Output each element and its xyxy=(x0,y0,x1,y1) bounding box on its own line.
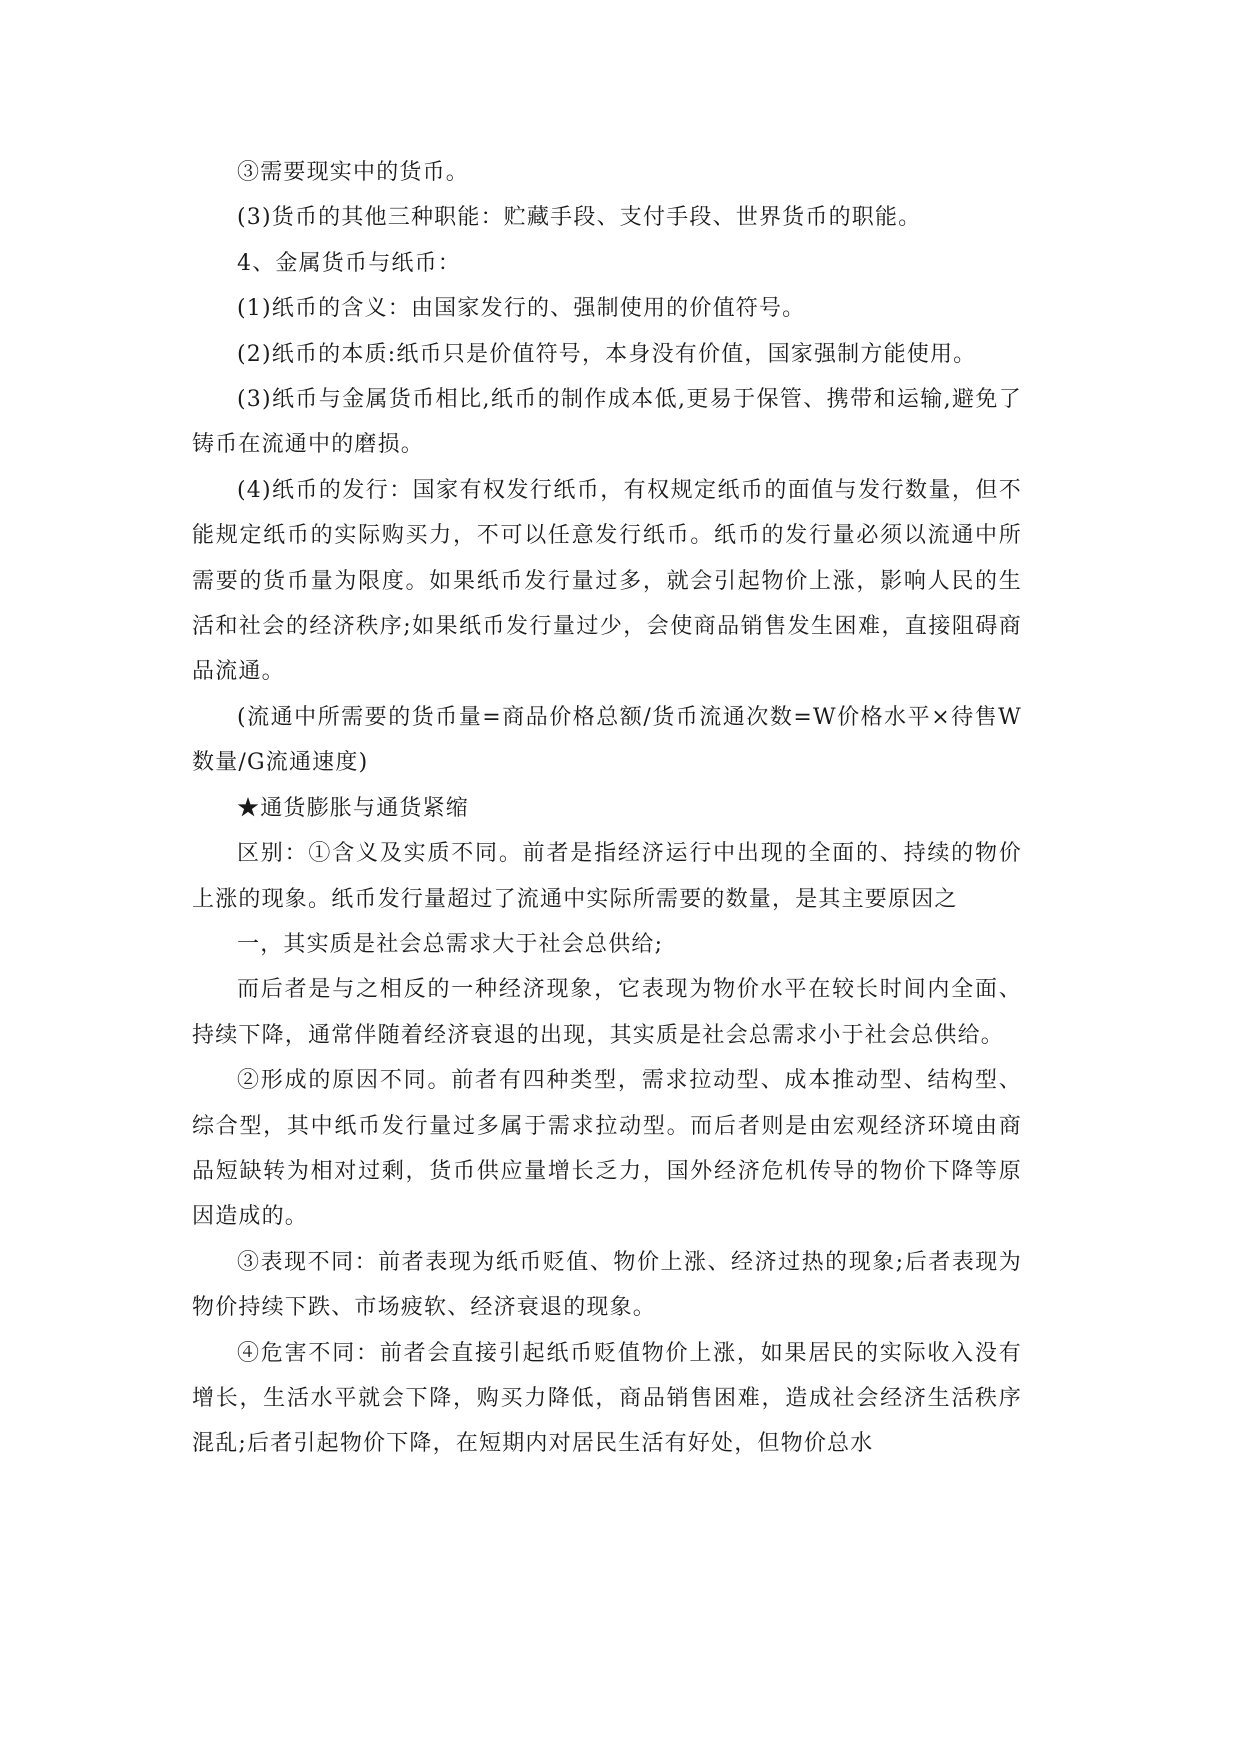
paragraph-10: 区别：①含义及实质不同。前者是指经济运行中出现的全面的、持续的物价上涨的现象。纸币发行量超过了流通中实际所需要的数量，是其主要原因之 xyxy=(192,841,1022,912)
paragraph-5: (2)纸币的本质:纸币只是价值符号，本身没有价值，国家强制方能使用。 xyxy=(237,341,977,367)
paragraph-2: (3)货币的其他三种职能：贮藏手段、支付手段、世界货币的职能。 xyxy=(237,205,922,231)
paragraph-14: ③表现不同：前者表现为纸币贬值、物价上涨、经济过热的现象;后者表现为物价持续下跌、市场疲软、经济衰退的现象。 xyxy=(192,1249,1022,1321)
paragraph-11: 一，其实质是社会总需求大于社会总供给; xyxy=(237,931,664,957)
paragraph-8: (流通中所需要的货币量=商品价格总额/货币流通次数=W价格水平×待售W数量/G流通速度) xyxy=(192,704,1022,776)
paragraph-13: ②形成的原因不同。前者有四种类型，需求拉动型、成本推动型、结构型、综合型，其中纸币发行量过多属于需求拉动型。而后者则是由宏观经济环境由商品短缺转为相对过剩，货币供应量增长乏力，国外经济危机传导的物价下降等原因造成的。 xyxy=(192,1068,1022,1230)
section-heading: ★通货膨胀与通货紧缩 xyxy=(237,795,470,821)
paragraph-4: (1)纸币的含义：由国家发行的、强制使用的价值符号。 xyxy=(237,296,806,322)
document-body xyxy=(192,150,1022,1467)
paragraph-12: 而后者是与之相反的一种经济现象，它表现为物价水平在较长时间内全面、持续下降，通常伴随着经济衰退的出现，其实质是社会总需求小于社会总供给。 xyxy=(192,977,1022,1048)
paragraph-15: ④危害不同：前者会直接引起纸币贬值物价上涨，如果居民的实际收入没有增长，生活水平就会下降，购买力降低，商品销售困难，造成社会经济生活秩序混乱;后者引起物价下降，在短期内对居民生活有好处，但物价总水 xyxy=(192,1340,1022,1457)
paragraph-1: ③需要现实中的货币。 xyxy=(237,160,470,185)
paragraph-3: 4、金属货币与纸币： xyxy=(237,250,461,276)
paragraph-7: (4)纸币的发行：国家有权发行纸币，有权规定纸币的面值与发行数量，但不能规定纸币的实际购买力，不可以任意发行纸币。纸币的发行量必须以流通中所需要的货币量为限度。如果纸币发行量过多，就会引起物价上涨，影响人民的生活和社会的经济秩序;如果纸币发行量过少，会使商品销售发生困难，直接阻碍商品流通。 xyxy=(192,477,1022,685)
paragraph-6: (3)纸币与金属货币相比,纸币的制作成本低,更易于保管、携带和运输,避免了铸币在流通中的磨损。 xyxy=(192,387,1022,458)
